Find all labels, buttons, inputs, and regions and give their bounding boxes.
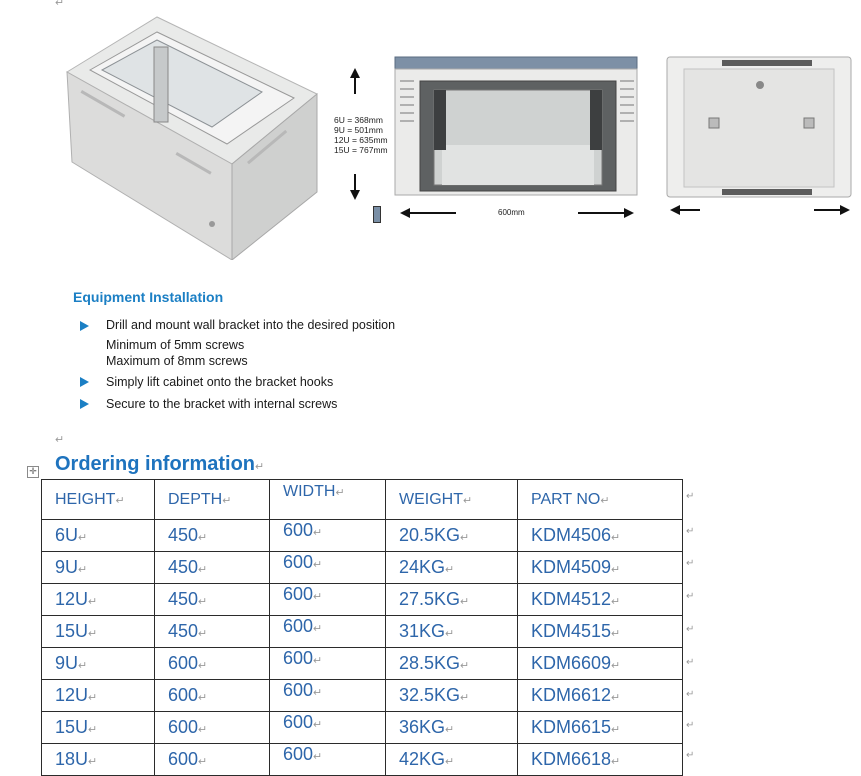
table-header-row bbox=[42, 480, 683, 520]
cell-width: 600↵ bbox=[270, 520, 386, 552]
column-header-part-no: PART NO↵ bbox=[518, 480, 683, 520]
cell-part-no: KDM4506↵ bbox=[518, 520, 683, 552]
cell-part-no: KDM6615↵ bbox=[518, 712, 683, 744]
cell-weight: 32.5KG↵ bbox=[386, 680, 518, 712]
cell-depth: 450↵ bbox=[155, 616, 270, 648]
cell-weight: 28.5KG↵ bbox=[386, 648, 518, 680]
table-row bbox=[42, 520, 683, 552]
mount-icon bbox=[373, 206, 381, 223]
cell-height: 6U↵ bbox=[42, 520, 155, 552]
table-row bbox=[42, 680, 683, 712]
cell-width: 600↵ bbox=[270, 584, 386, 616]
bullet-arrow-icon bbox=[80, 377, 89, 387]
cell-depth: 600↵ bbox=[155, 648, 270, 680]
cell-weight: 36KG↵ bbox=[386, 712, 518, 744]
column-header-depth: DEPTH↵ bbox=[155, 480, 270, 520]
cell-height: 12U↵ bbox=[42, 680, 155, 712]
table-move-handle-icon[interactable]: ✛ bbox=[27, 466, 39, 478]
ordering-table bbox=[41, 479, 683, 776]
cell-part-no: KDM4512↵ bbox=[518, 584, 683, 616]
dimension-9u: 9U = 501mm bbox=[334, 125, 383, 135]
installation-substep: Minimum of 5mm screws bbox=[106, 338, 245, 352]
row-end-mark: ↵ bbox=[686, 526, 695, 537]
row-end-mark: ↵ bbox=[686, 720, 695, 731]
cell-weight: 24KG↵ bbox=[386, 552, 518, 584]
row-end-mark: ↵ bbox=[686, 750, 695, 761]
cell-part-no: KDM4515↵ bbox=[518, 616, 683, 648]
paragraph-mark: ↵ bbox=[55, 0, 65, 9]
dimension-12u: 12U = 635mm bbox=[334, 135, 388, 145]
row-end-mark: ↵ bbox=[686, 491, 695, 502]
cell-width: 600↵ bbox=[270, 552, 386, 584]
cell-height: 12U↵ bbox=[42, 584, 155, 616]
table-row bbox=[42, 584, 683, 616]
installation-title: Equipment Installation bbox=[73, 289, 224, 305]
ordering-title: Ordering information↵ bbox=[55, 453, 265, 475]
dimension-6u: 6U = 368mm bbox=[334, 115, 383, 125]
installation-step-1: Drill and mount wall bracket into the desired position bbox=[106, 318, 396, 332]
row-end-mark: ↵ bbox=[686, 558, 695, 569]
cell-depth: 450↵ bbox=[155, 584, 270, 616]
row-end-mark: ↵ bbox=[686, 689, 695, 700]
bullet-arrow-icon bbox=[80, 399, 89, 409]
height-dimensions bbox=[326, 68, 398, 228]
cell-part-no: KDM4509↵ bbox=[518, 552, 683, 584]
cell-depth: 450↵ bbox=[155, 520, 270, 552]
cell-height: 18U↵ bbox=[42, 744, 155, 776]
cell-height: 9U↵ bbox=[42, 648, 155, 680]
bullet-arrow-icon bbox=[80, 321, 89, 331]
installation-step-3: Secure to the bracket with internal screws bbox=[106, 397, 338, 411]
cell-part-no: KDM6609↵ bbox=[518, 648, 683, 680]
dimension-15u: 15U = 767mm bbox=[334, 145, 388, 155]
table-row bbox=[42, 616, 683, 648]
column-header-height: HEIGHT↵ bbox=[42, 480, 155, 520]
column-header-width: WIDTH↵ bbox=[270, 480, 386, 520]
cell-weight: 31KG↵ bbox=[386, 616, 518, 648]
cell-height: 15U↵ bbox=[42, 712, 155, 744]
cell-depth: 600↵ bbox=[155, 680, 270, 712]
row-end-mark: ↵ bbox=[686, 657, 695, 668]
row-end-mark: ↵ bbox=[686, 624, 695, 635]
cabinet-isometric-image bbox=[62, 12, 324, 260]
cell-weight: 20.5KG↵ bbox=[386, 520, 518, 552]
installation-substep: Maximum of 8mm screws bbox=[106, 354, 248, 368]
cell-width: 600↵ bbox=[270, 616, 386, 648]
cell-depth: 450↵ bbox=[155, 552, 270, 584]
cell-width: 600↵ bbox=[270, 680, 386, 712]
table-row bbox=[42, 712, 683, 744]
table-row bbox=[42, 744, 683, 776]
cell-width: 600↵ bbox=[270, 712, 386, 744]
width-dimension-label: 600mm bbox=[498, 208, 525, 217]
cabinet-side-image bbox=[664, 55, 854, 215]
cell-height: 9U↵ bbox=[42, 552, 155, 584]
cell-width: 600↵ bbox=[270, 648, 386, 680]
cell-depth: 600↵ bbox=[155, 744, 270, 776]
column-header-weight: WEIGHT↵ bbox=[386, 480, 518, 520]
cabinet-front-image bbox=[392, 55, 642, 225]
cell-height: 15U↵ bbox=[42, 616, 155, 648]
installation-step-2: Simply lift cabinet onto the bracket hooks bbox=[106, 375, 334, 389]
cell-weight: 42KG↵ bbox=[386, 744, 518, 776]
cell-depth: 600↵ bbox=[155, 712, 270, 744]
paragraph-mark: ↵ bbox=[55, 434, 65, 446]
cell-part-no: KDM6618↵ bbox=[518, 744, 683, 776]
cell-width: 600↵ bbox=[270, 744, 386, 776]
table-row bbox=[42, 648, 683, 680]
row-end-mark: ↵ bbox=[686, 591, 695, 602]
cell-part-no: KDM6612↵ bbox=[518, 680, 683, 712]
table-row bbox=[42, 552, 683, 584]
cell-weight: 27.5KG↵ bbox=[386, 584, 518, 616]
